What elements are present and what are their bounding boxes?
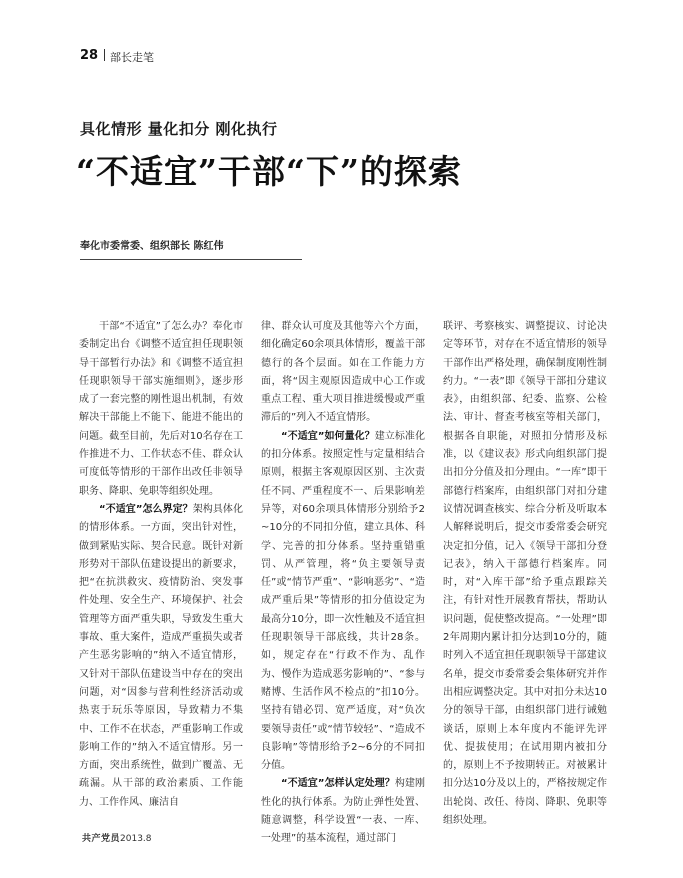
body-column-2 [261,318,425,849]
author-rule [80,259,302,260]
paragraph-lead: “不适宜”如何量化？ [281,430,375,442]
page-footer [82,831,152,844]
section-name: 部长走笔 [110,51,154,64]
header-divider [104,49,105,61]
body-column-3 [443,318,607,830]
paragraph [443,318,607,830]
paragraph [261,318,425,428]
paragraph [79,501,243,812]
paragraph-lead: “不适宜”怎样认定处理？ [281,778,395,790]
paragraph [261,428,425,776]
paragraph-text: 建立标准化的扣分体系。按照定性与定量相结合原则，根据主客观原因区别、主次责任不同、严重程度不一、后果影响差异等，对60余项具体情形分别给予2~10分的不同扣分值，建立具体、科学、完善的扣分体系。坚持重错重罚、从严管理，将“负主要领导责任”或“情节严重”、“影响恶劣”、“造成严重后果”等情形的扣分值设定为最高分10分，即一次性触及不适宜担任现职领导干部底线，共计28条。如，规定存在“行政不作为、乱作为、慢作为造成恶劣影响的”、“参与赌博、生活作风不检点的”扣10分。坚持有错必罚、宽严适度，对“负次要领导责任”或“情节较轻”、“造成不良影响”等情形给予2~6分的不同扣分值。 [261,430,425,772]
page-number: 28 [80,48,99,63]
article-author: 奉化市委常委、组织部长 陈红伟 [80,241,224,252]
paragraph-text: 联评、考察核实、调整提议、讨论决定等环节，对存在不适宜情形的领导干部作出严格处理，确保制度刚性制约力。“一表”即《领导干部扣分建议表》，由组织部、纪委、监察、公检法、审计、督查考核室等相关部门，根据各自职能，对照扣分情形及标准，以《建议表》形式向组织部门提出扣分分值及扣分理由。“一库”即干部德行档案库，由组织部门对扣分建议情况调查核实、综合分析及听取本人解释说明后，提交市委常委会研究决定扣分值，记入《领导干部扣分登记表》，纳入干部德行档案库。同时，对“入库干部”给予重点跟踪关注，有针对性开展教育帮扶，帮助认识问题，促使整改提高。“一处理”即2年周期内累计扣分达到10分的，随时列入不适宜担任现职领导干部建议名单，提交市委常委会集体研究并作出相应调整决定。其中对扣分未达10分的领导干部，由组织部门进行诫勉谈话，原则上本年度内不能评先评优、提拔使用；在试用期内被扣分的，原则上不予按期转正。对被累计扣分达10分及以上的，严格按规定作出轮岗、改任、待岗、降职、免职等组织处理。 [443,321,607,827]
paragraph-text: 构建刚性化的执行体系。为防止弹性处置、随意调整，科学设置“一表、一库、一处理”的基本流程，通过部门 [261,778,425,845]
paragraph [261,775,425,848]
paragraph-text: 架构具体化的情形体系。一方面，突出针对性，做到紧贴实际、契合民意。既针对新形势对干部队伍建设提出的新要求，把“在抗洪救灾、疫情防治、突发事件处理、安全生产、环境保护、社会管理等方面严重失职，导致发生重大事故、重大案件，造成严重损失或者产生恶劣影响的”纳入不适宜情形，又针对干部队伍建设当中存在的突出问题，对“因参与营利性经济活动或热衷于玩乐等原因，导致精力不集中、工作不在状态，严重影响工作或影响工作的”纳入不适宜情形。另一方面，突出系统性，做到广覆盖、无疏漏。从干部的政治素质、工作能力、工作作风、廉洁自 [79,503,243,808]
article-title: “不适宜”干部“下”的探索 [76,152,462,191]
article-subtitle: 具化情形 量化扣分 刚化执行 [80,120,278,138]
body-column-1 [79,318,243,812]
paragraph [79,318,243,501]
magazine-name: 共产党员 [82,834,121,844]
issue-number: 2013.8 [120,834,152,844]
paragraph-text: 干部“不适宜”了怎么办？奉化市委制定出台《调整不适宜担任现职领导干部暂行办法》和《调整不适宜担任现职领导干部实施细则》，逐步形成了一套完整的刚性退出机制，有效解决干部能上不能下、能进不能出的问题。截至目前，先后对10名存在工作推进不力、工作状态不佳、群众认可度低等情形的干部作出改任非领导职务、降职、免职等组织处理。 [79,321,243,497]
paragraph-lead: “不适宜”怎么界定？ [99,503,193,515]
paragraph-text: 律、群众认可度及其他等六个方面，细化确定60余项具体情形，覆盖干部德行的各个层面。如在工作能力方面，将“因主观原因造成中心工作或重点工程、重大项目推进缓慢或严重滞后的”列入不适宜情形。 [261,321,425,424]
